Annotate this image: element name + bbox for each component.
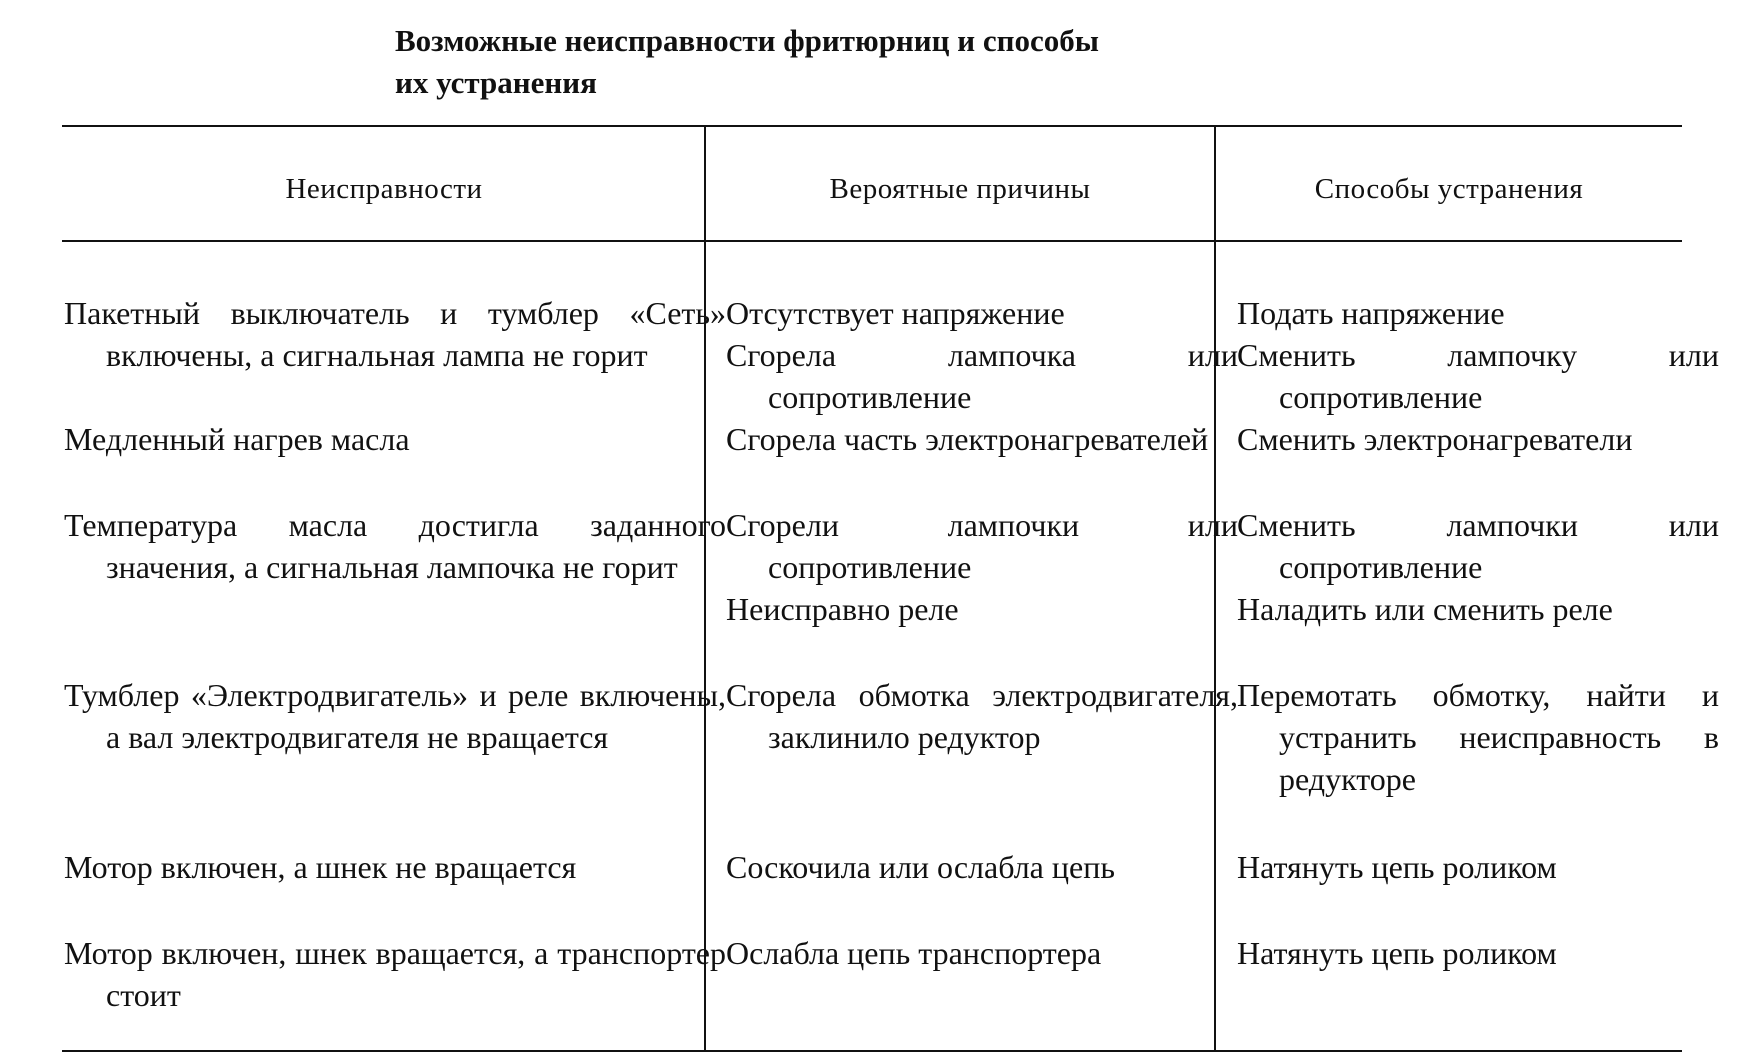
row-5-fault: Мотор включен, а шнек не вращается bbox=[64, 849, 577, 885]
header-faults: Неисправности bbox=[285, 173, 483, 205]
row-3-remedy-2: Наладить или сменить реле bbox=[1237, 591, 1613, 627]
table-bottom-rule bbox=[62, 1050, 1682, 1052]
row-2-remedy-1: Сменить электронагреватели bbox=[1237, 421, 1633, 457]
row-2-fault: Медленный нагрев масла bbox=[64, 421, 410, 457]
row-4-remedy-1: Перемотать обмотку, найти и устранить неисправность в редукторе bbox=[1237, 677, 1719, 797]
row-3-fault: Температура масла достигла заданного значения, а сигнальная лампочка не горит bbox=[64, 507, 726, 585]
row-5-cause-1: Соскочила или ослабла цепь bbox=[726, 849, 1115, 885]
table-title bbox=[395, 20, 1395, 104]
row-6-fault: Мотор включен, шнек вращается, а транспортер стоит bbox=[64, 935, 726, 1013]
column-divider-1 bbox=[704, 125, 706, 1052]
row-3-remedy-1: Сменить лампочки или сопротивление bbox=[1237, 507, 1719, 585]
header-remedies: Способы устранения bbox=[1314, 173, 1584, 205]
row-3-cause-1: Сгорели лампочки или сопротивление bbox=[726, 507, 1238, 585]
row-3-cause-2: Неисправно реле bbox=[726, 591, 959, 627]
row-1-remedy-1: Подать напряжение bbox=[1237, 295, 1505, 331]
header-causes: Вероятные причины bbox=[829, 173, 1091, 205]
row-6-cause-1: Ослабла цепь транспортера bbox=[726, 935, 1102, 971]
row-6-remedy-1: Натянуть цепь роликом bbox=[1237, 935, 1557, 971]
title-line-1: Возможные неисправности фритюрниц и способы bbox=[395, 23, 1099, 58]
row-1-cause-2: Сгорела лампочка или сопротивление bbox=[726, 337, 1238, 415]
row-4-fault: Тумблер «Электродвигатель» и реле включены, а вал электродвигателя не вращается bbox=[64, 677, 726, 755]
header-bottom-rule bbox=[62, 240, 1682, 242]
row-1-cause-1: Отсутствует напряжение bbox=[726, 295, 1065, 331]
table-top-rule bbox=[62, 125, 1682, 127]
row-5-remedy-1: Натянуть цепь роликом bbox=[1237, 849, 1557, 885]
row-1-remedy-2: Сменить лампочку или сопротивление bbox=[1237, 337, 1719, 415]
row-2-cause-1: Сгорела часть электронагревателей bbox=[726, 421, 1209, 457]
row-1-fault: Пакетный выключатель и тумблер «Сеть» включены, а сигнальная лампа не горит bbox=[64, 295, 726, 373]
row-4-cause-1: Сгорела обмотка электродвигателя, заклинило редуктор bbox=[726, 677, 1238, 755]
title-line-2: их устранения bbox=[395, 65, 597, 100]
